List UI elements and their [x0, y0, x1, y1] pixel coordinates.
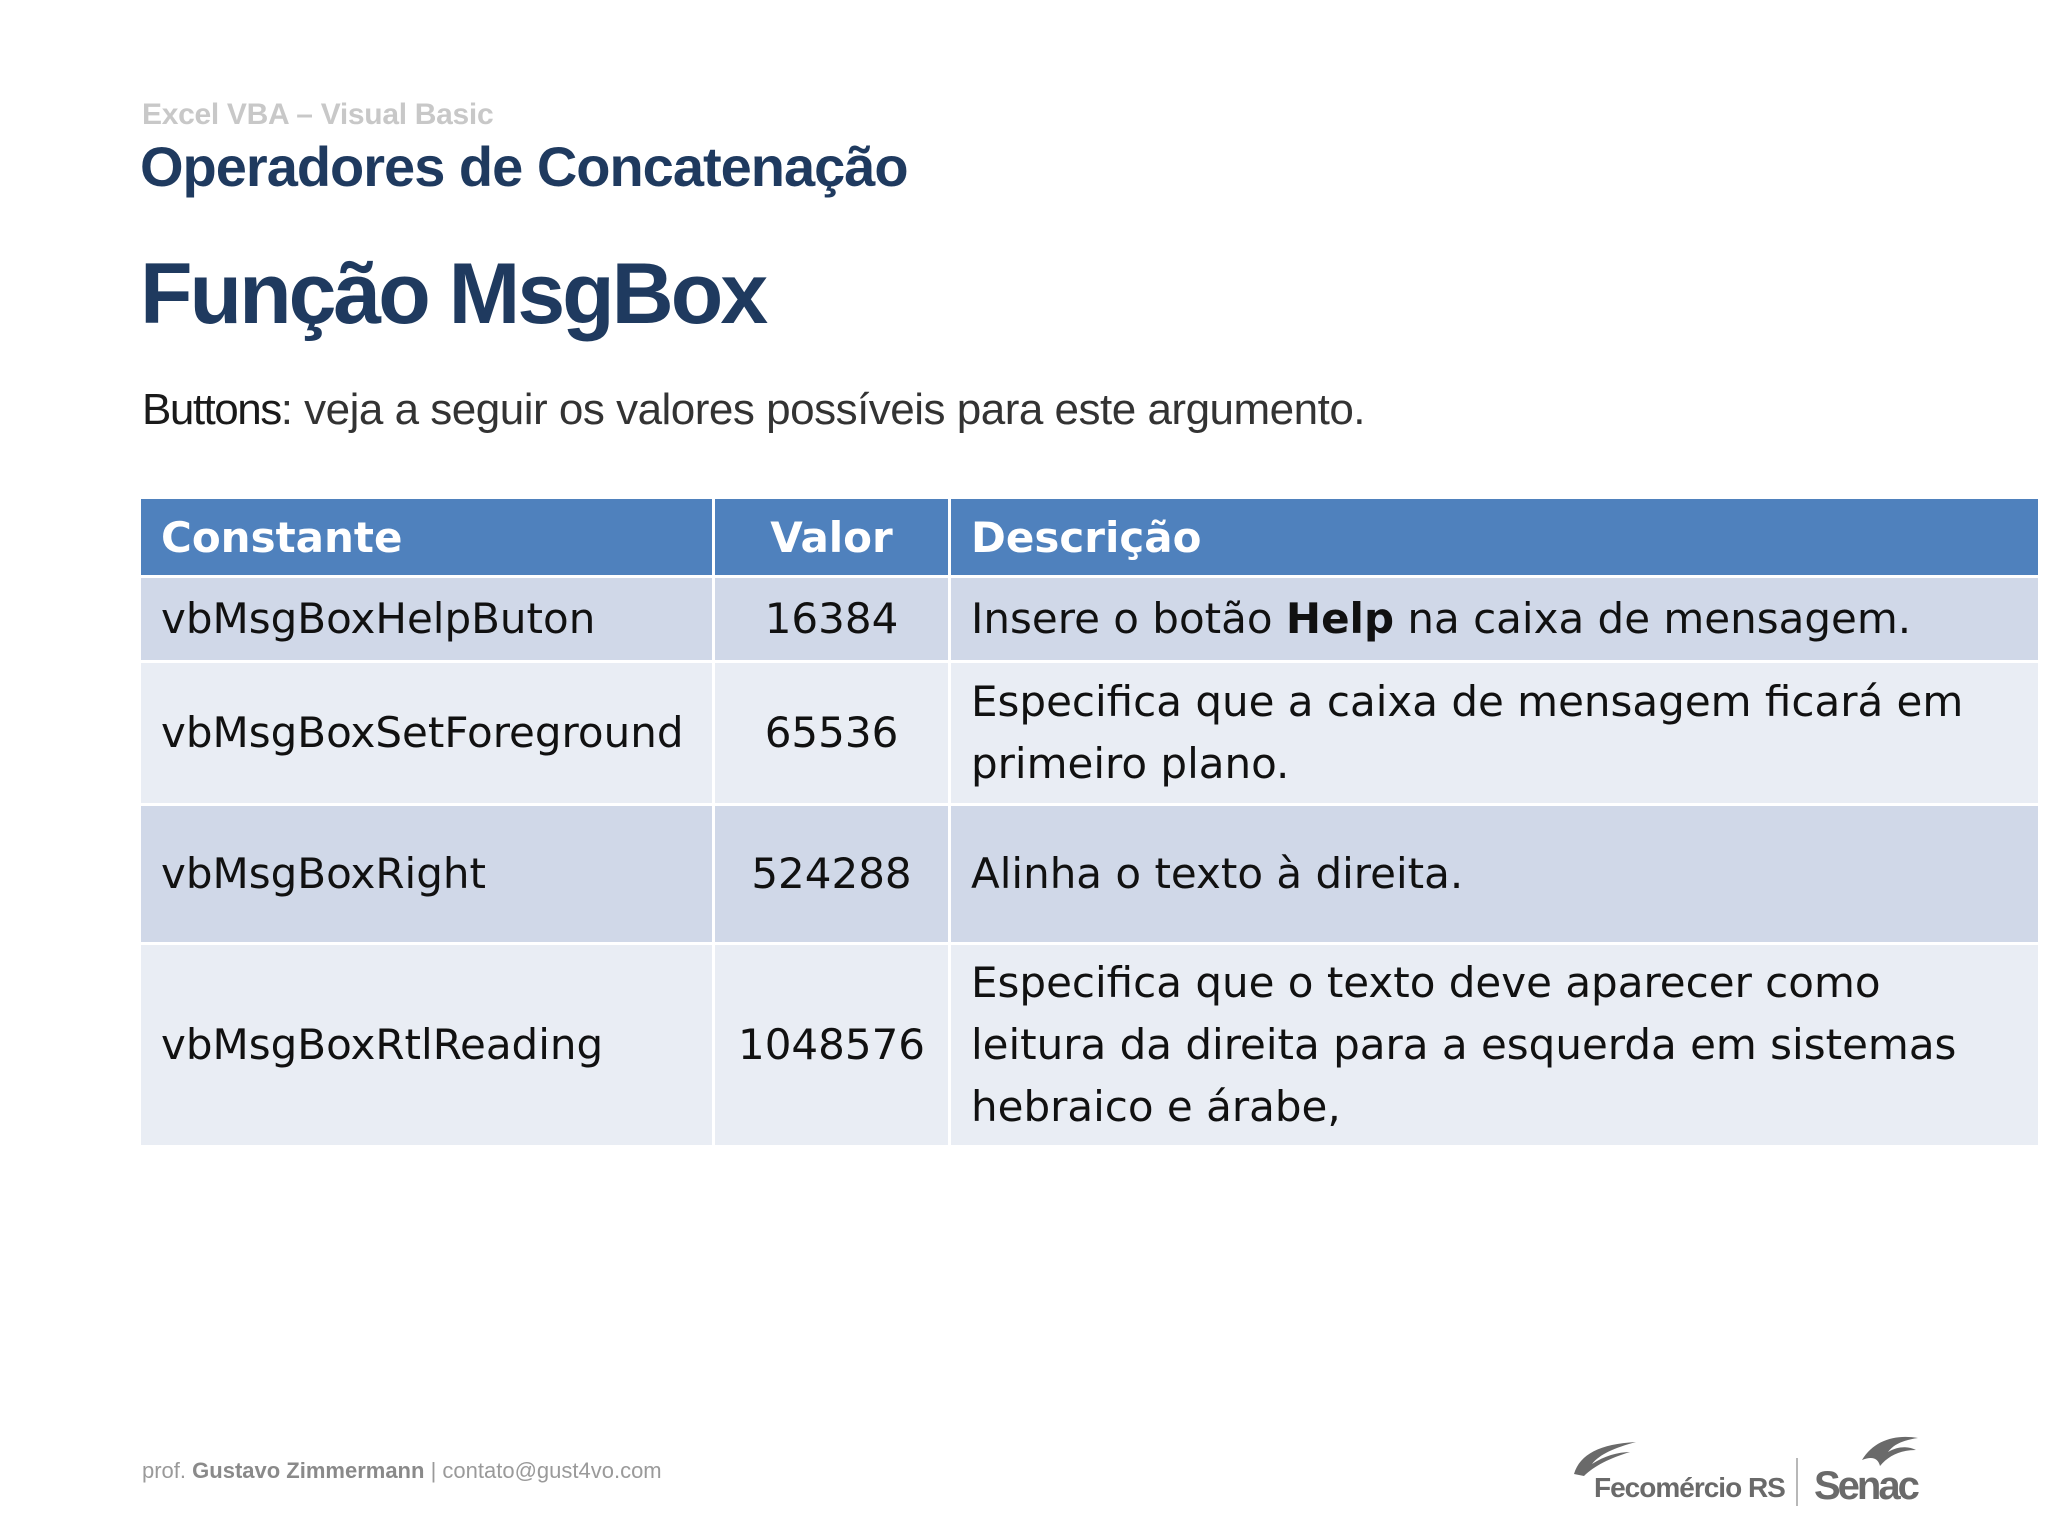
cell-description: [950, 577, 2040, 662]
logo-divider: [1796, 1458, 1798, 1506]
cell-value: 1048576: [714, 944, 950, 1147]
header-valor: Valor: [714, 498, 950, 577]
cell-description: Alinha o texto à direita.: [950, 805, 2040, 944]
desc-text: na caixa de mensagem.: [1394, 594, 1912, 643]
cell-value: 524288: [714, 805, 950, 944]
table-row: [140, 662, 2040, 805]
slide-subheader: Excel VBA – Visual Basic: [142, 98, 494, 131]
header-constante: Constante: [140, 498, 714, 577]
cell-constant: vbMsgBoxSetForeground: [140, 662, 714, 805]
section-title: Operadores de Concatenação: [140, 135, 908, 198]
header-descricao: Descrição: [950, 498, 2040, 577]
intro-paragraph: [142, 385, 1365, 435]
intro-keyword: Buttons: [142, 385, 281, 434]
constants-table: [138, 496, 2041, 1148]
intro-text: : veja a seguir os valores possíveis para este argumento.: [280, 385, 1366, 434]
footer-prefix: prof.: [142, 1458, 187, 1483]
cell-constant: vbMsgBoxRight: [140, 805, 714, 944]
table-row: [140, 944, 2040, 1147]
desc-text: Insere o botão: [971, 594, 1286, 643]
cell-description: Especifica que a caixa de mensagem ficará em primeiro plano.: [950, 662, 2040, 805]
footer-credits: [142, 1458, 662, 1484]
desc-bold: Help: [1285, 594, 1395, 643]
footer-contact: contato@gust4vo.com: [442, 1458, 662, 1483]
footer-separator: |: [430, 1458, 437, 1483]
cell-value: 65536: [714, 662, 950, 805]
cell-constant: vbMsgBoxHelpButon: [140, 577, 714, 662]
table-header-row: [140, 498, 2040, 577]
fecomercio-logo: Fecomércio RS: [1594, 1472, 1785, 1503]
cell-value: 16384: [714, 577, 950, 662]
footer-author: Gustavo Zimmermann: [192, 1458, 425, 1483]
table-row: [140, 805, 2040, 944]
page-title: Função MsgBox: [140, 246, 766, 342]
cell-description: Especifica que o texto deve aparecer como leitura da direita para a esquerda em sistemas hebraico e árabe,: [950, 944, 2040, 1147]
table-row: [140, 577, 2040, 662]
senac-logo: Senac: [1814, 1464, 1917, 1508]
cell-constant: vbMsgBoxRtlReading: [140, 944, 714, 1147]
footer-logos: [1570, 1420, 1930, 1510]
